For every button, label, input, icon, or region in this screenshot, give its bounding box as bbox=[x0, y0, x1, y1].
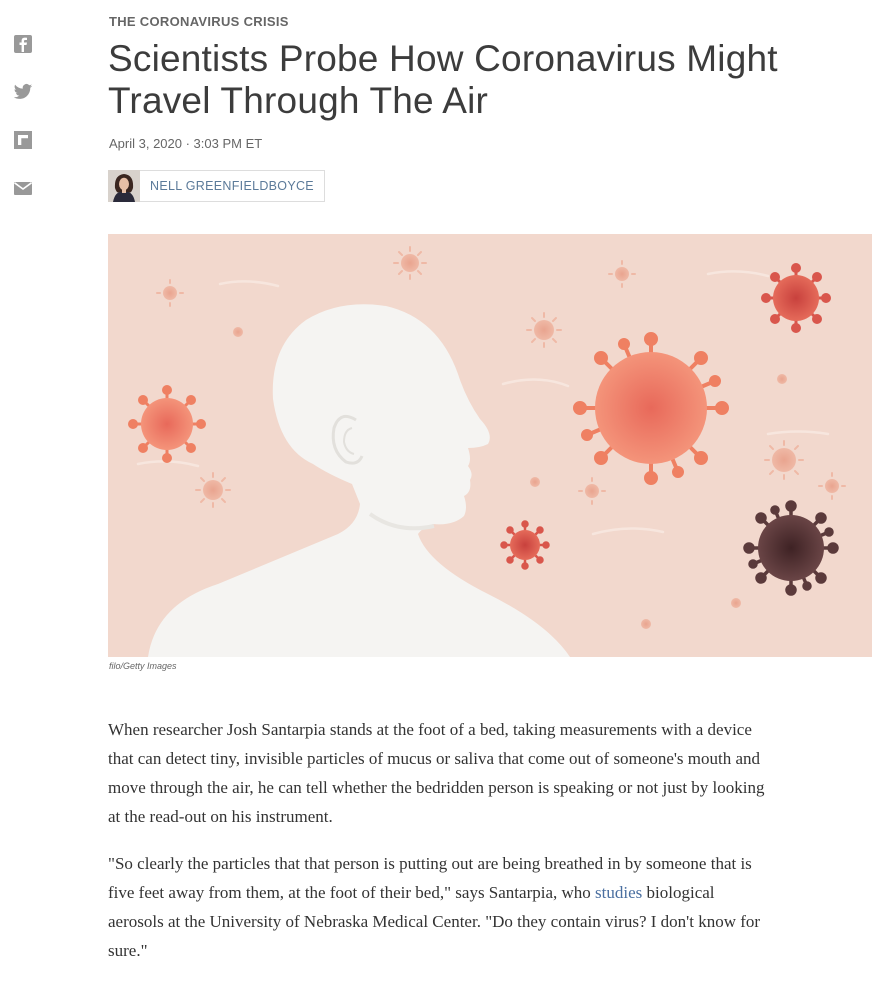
virus-red-top bbox=[763, 265, 830, 332]
article-body bbox=[108, 715, 768, 983]
virus-medium-orange bbox=[130, 387, 205, 462]
paragraph-text: biological aerosols at the University of Nebraska Medical Center. "Do they contain virus? I don't know for sure." bbox=[108, 883, 761, 960]
paragraph-text: "So clearly the particles that that person is putting out are being breathed in by someone that is five feet away from them, at the foot of their bed," says Santarpia, who bbox=[108, 854, 752, 902]
author-byline[interactable] bbox=[108, 170, 325, 202]
paragraph bbox=[108, 849, 768, 965]
author-name[interactable]: NELL GREENFIELDBOYCE bbox=[150, 179, 314, 193]
facebook-icon[interactable] bbox=[13, 34, 33, 54]
flipboard-icon[interactable] bbox=[13, 130, 33, 150]
email-icon[interactable] bbox=[13, 178, 33, 198]
paragraph: When researcher Josh Santarpia stands at the foot of a bed, taking measurements with a device that can detect tiny, invisible particles of mucus or saliva that come out of someone's mouth and move through the air, he can tell whether the bedridden person is speaking or not just by looking at the read-out on his instrument. bbox=[108, 720, 765, 826]
person-breathing-virus-illustration bbox=[108, 234, 872, 657]
section-kicker[interactable]: THE CORONAVIRUS CRISIS bbox=[109, 14, 289, 29]
article-date: April 3, 2020 · 3:03 PM ET bbox=[109, 136, 263, 151]
hero-illustration bbox=[108, 234, 872, 657]
share-rail bbox=[13, 34, 33, 226]
virus-dark bbox=[745, 502, 837, 594]
image-credit: filo/Getty Images bbox=[109, 661, 177, 671]
virus-red-small bbox=[502, 522, 549, 569]
twitter-icon[interactable] bbox=[13, 82, 33, 102]
studies-link[interactable]: studies bbox=[595, 883, 643, 902]
avatar[interactable] bbox=[108, 170, 140, 202]
virus-large-orange bbox=[575, 334, 727, 483]
article-title: Scientists Probe How Coronavirus Might Travel Through The Air bbox=[108, 38, 778, 121]
